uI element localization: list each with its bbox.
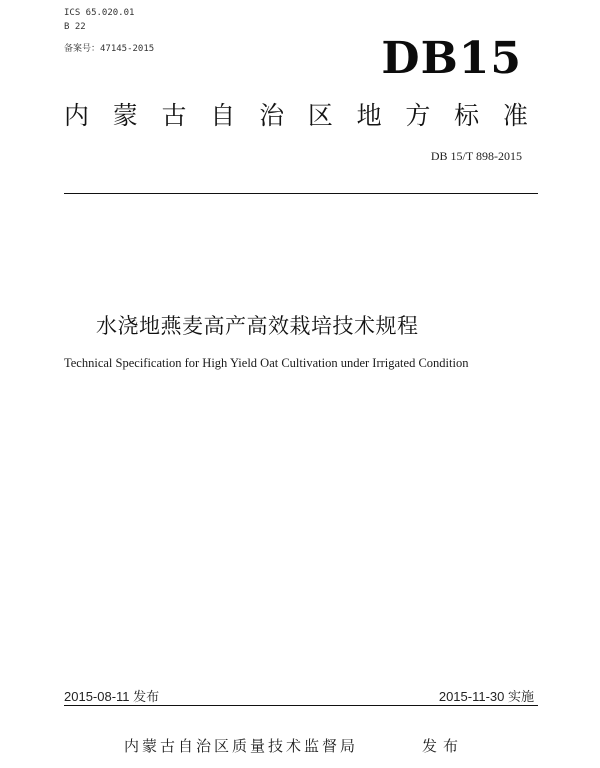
issuing-authority: 内蒙古自治区质量技术监督局 [124, 737, 359, 755]
document-title-cn: 水浇地燕麦高产高效栽培技术规程 [96, 314, 419, 338]
standard-category-title [64, 100, 528, 132]
title-char: 治 [259, 101, 285, 130]
ics-code: ICS 65.020.01 [64, 8, 135, 18]
implementation-date: 2015-11-30 实施 [438, 689, 534, 704]
title-char: 标 [454, 101, 480, 130]
standard-number: DB 15/T 898-2015 [430, 149, 522, 163]
record-number: 备案号：47145-2015 [64, 44, 155, 54]
title-char: 内 [64, 101, 90, 130]
title-char: 准 [502, 101, 528, 130]
title-char: 自 [210, 101, 236, 130]
title-char: 古 [161, 101, 187, 130]
title-char: 区 [307, 101, 333, 130]
issue-label: 发布 [422, 737, 465, 755]
issue-date: 2015-08-11 发布 [64, 689, 160, 704]
header-divider [64, 193, 538, 194]
standard-brand-logo: DB15 [381, 33, 522, 84]
document-title-en: Technical Specification for High Yield Oat Cultivation under Irrigated Condition [64, 356, 469, 370]
title-char: 地 [356, 101, 382, 130]
classification-code: B 22 [64, 22, 86, 32]
title-char: 蒙 [112, 101, 138, 130]
title-char: 方 [405, 101, 431, 130]
footer-divider [64, 705, 538, 706]
